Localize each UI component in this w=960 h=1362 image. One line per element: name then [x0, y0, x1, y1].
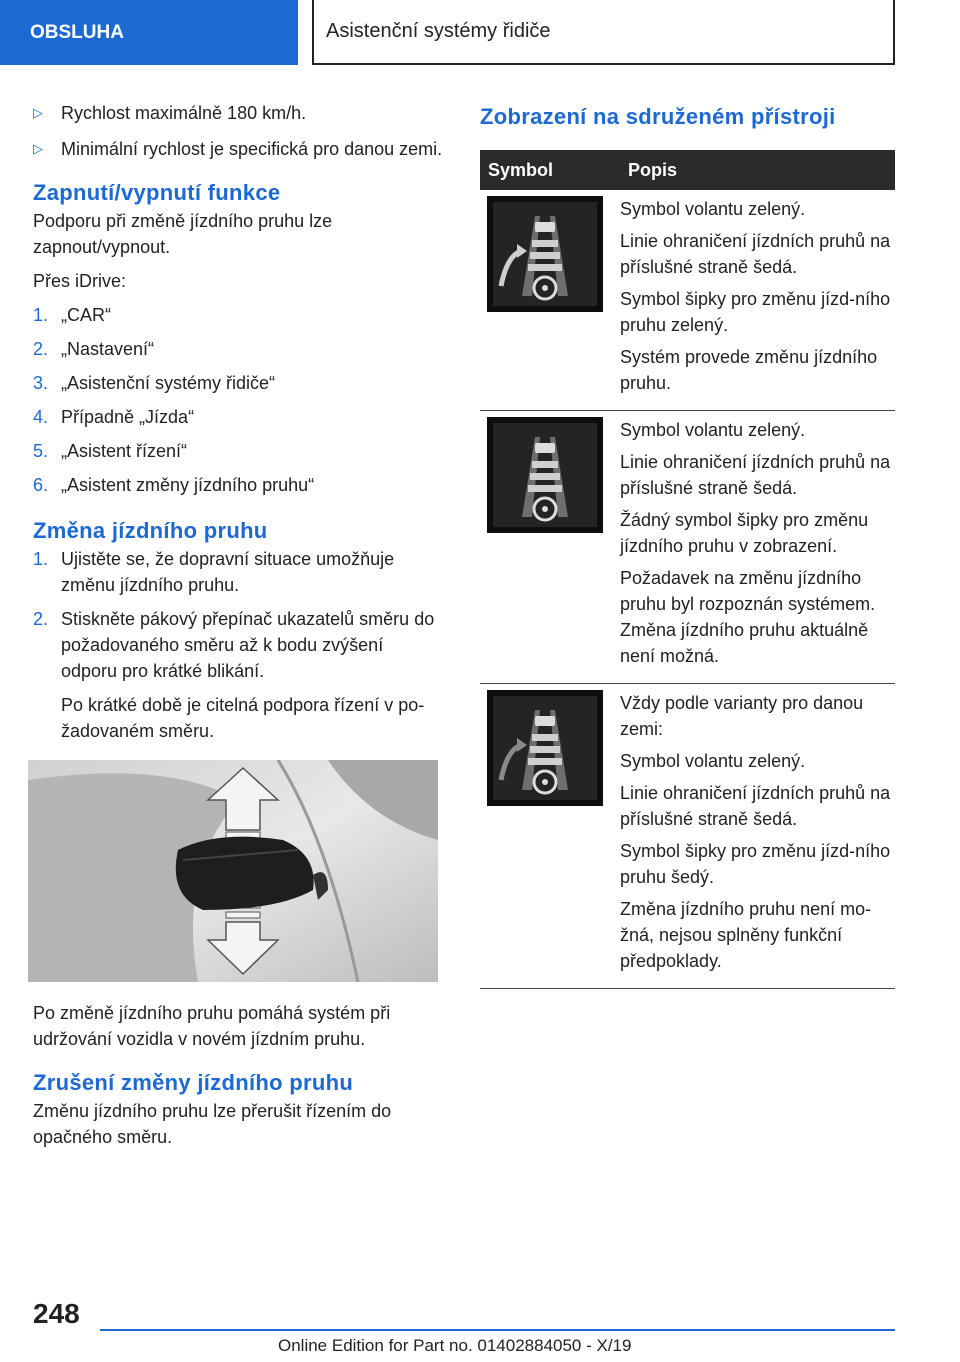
bullet-text: Rychlost maximálně 180 km/h.	[61, 103, 307, 123]
triangle-bullet-icon: ▷	[33, 105, 43, 120]
lane-change-no-arrow-icon	[487, 417, 603, 533]
bullet-text: Minimální rychlost je specifická pro danou zemi.	[61, 139, 443, 159]
description-line: Změna jízdního pruhu není mo-žná, nejsou splněny funkční předpoklady.	[620, 899, 872, 971]
list-item	[33, 302, 443, 328]
footer-divider	[100, 1329, 895, 1331]
list-item	[33, 472, 443, 498]
description-line: Linie ohraničení jízdních pruhů na příslušné straně šedá.	[620, 783, 891, 829]
header-section-label: OBSLUHA	[30, 21, 124, 43]
header-section-tab	[0, 0, 298, 65]
section-heading: Zrušení změny jízdního pruhu	[33, 1070, 354, 1095]
right-column	[480, 100, 895, 989]
symbol-cell	[480, 411, 620, 684]
table-header-cell: Symbol	[480, 150, 620, 190]
section-text: Změnu jízdního pruhu lze přerušit řízením do opačného směru.	[33, 1101, 392, 1147]
description-line: Systém provede změnu jízdního pruhu.	[620, 347, 878, 393]
lane-change-grey-arrow-icon	[487, 690, 603, 806]
description-cell	[620, 684, 895, 989]
steps-list	[33, 302, 443, 498]
description-line: Požadavek na změnu jízdního pruhu byl rozpoznán systémem. Změna jízdního pruhu aktuálně není možná.	[620, 568, 876, 666]
triangle-bullet-icon: ▷	[33, 141, 43, 156]
footer-edition: Online Edition for Part no. 01402884050 - X/19	[278, 1336, 632, 1355]
list-item	[33, 336, 443, 362]
step-number: 6.	[33, 475, 49, 495]
step-text: „Asistenční systémy řidiče“	[61, 373, 276, 393]
table-row	[480, 190, 895, 411]
step-note: Po krátké době je citelná podpora řízení v po-žadovaném směru.	[61, 695, 425, 741]
bullet-item	[33, 136, 443, 162]
section-intro: Podporu při změně jízdního pruhu lze zapnout/vypnout.	[33, 211, 333, 257]
table-row	[480, 684, 895, 989]
step-number: 1.	[33, 305, 49, 325]
symbol-cell	[480, 190, 620, 411]
description-cell	[620, 411, 895, 684]
header-title-box	[312, 0, 895, 65]
step-number: 1.	[33, 549, 49, 569]
header-title: Asistenční systémy řidiče	[326, 20, 551, 42]
description-line: Symbol šipky pro změnu jízd-ního pruhu zelený.	[620, 289, 891, 335]
section-via: Přes iDrive:	[33, 271, 127, 291]
list-item	[33, 606, 443, 684]
bullet-item	[33, 100, 443, 126]
list-item	[33, 404, 443, 430]
step-text: Případně „Jízda“	[61, 407, 195, 427]
step-text: „CAR“	[61, 305, 111, 325]
lane-change-green-arrow-icon	[487, 196, 603, 312]
step-text: „Asistent změny jízdního pruhu“	[61, 475, 315, 495]
step-text: Ujistěte se, že dopravní situace umožňuje změnu jízdního pruhu.	[61, 549, 395, 595]
list-item	[33, 370, 443, 396]
description-line: Symbol šipky pro změnu jízd-ního pruhu šedý.	[620, 841, 891, 887]
step-number: 3.	[33, 373, 49, 393]
step-text: „Nastavení“	[61, 339, 155, 359]
step-number: 2.	[33, 339, 49, 359]
table-row	[480, 411, 895, 684]
list-item	[33, 546, 443, 598]
turn-signal-lever-image	[28, 760, 438, 982]
description-line: Symbol volantu zelený.	[620, 199, 806, 219]
list-item	[33, 438, 443, 464]
description-line: Žádný symbol šipky pro změnu jízdního pruhu v zobrazení.	[620, 510, 869, 556]
step-number: 2.	[33, 609, 49, 629]
table-header-cell: Popis	[620, 150, 895, 190]
left-column	[33, 100, 443, 1158]
after-change-text: Po změně jízdního pruhu pomáhá systém při udržování vozidla v novém jízdním pruhu.	[33, 1003, 391, 1049]
description-line: Symbol volantu zelený.	[620, 751, 806, 771]
step-number: 4.	[33, 407, 49, 427]
description-line: Linie ohraničení jízdních pruhů na příslušné straně šedá.	[620, 231, 891, 277]
section-heading: Zobrazení na sdruženém přístroji	[480, 104, 836, 129]
description-cell	[620, 190, 895, 411]
page-number: 248	[33, 1298, 80, 1329]
symbol-table	[480, 150, 895, 989]
section-heading: Zapnutí/vypnutí funkce	[33, 180, 281, 205]
step-number: 5.	[33, 441, 49, 461]
step-text: Stiskněte pákový přepínač ukazatelů směru do požadovaného směru až k bodu zvýšení odporu pro krátké blikání.	[61, 609, 435, 681]
section-heading: Změna jízdního pruhu	[33, 518, 268, 543]
description-line: Symbol volantu zelený.	[620, 420, 806, 440]
symbol-cell	[480, 684, 620, 989]
table-header-row	[480, 150, 895, 190]
description-line: Vždy podle varianty pro danou zemi:	[620, 693, 864, 739]
description-line: Linie ohraničení jízdních pruhů na příslušné straně šedá.	[620, 452, 891, 498]
step-text: „Asistent řízení“	[61, 441, 188, 461]
